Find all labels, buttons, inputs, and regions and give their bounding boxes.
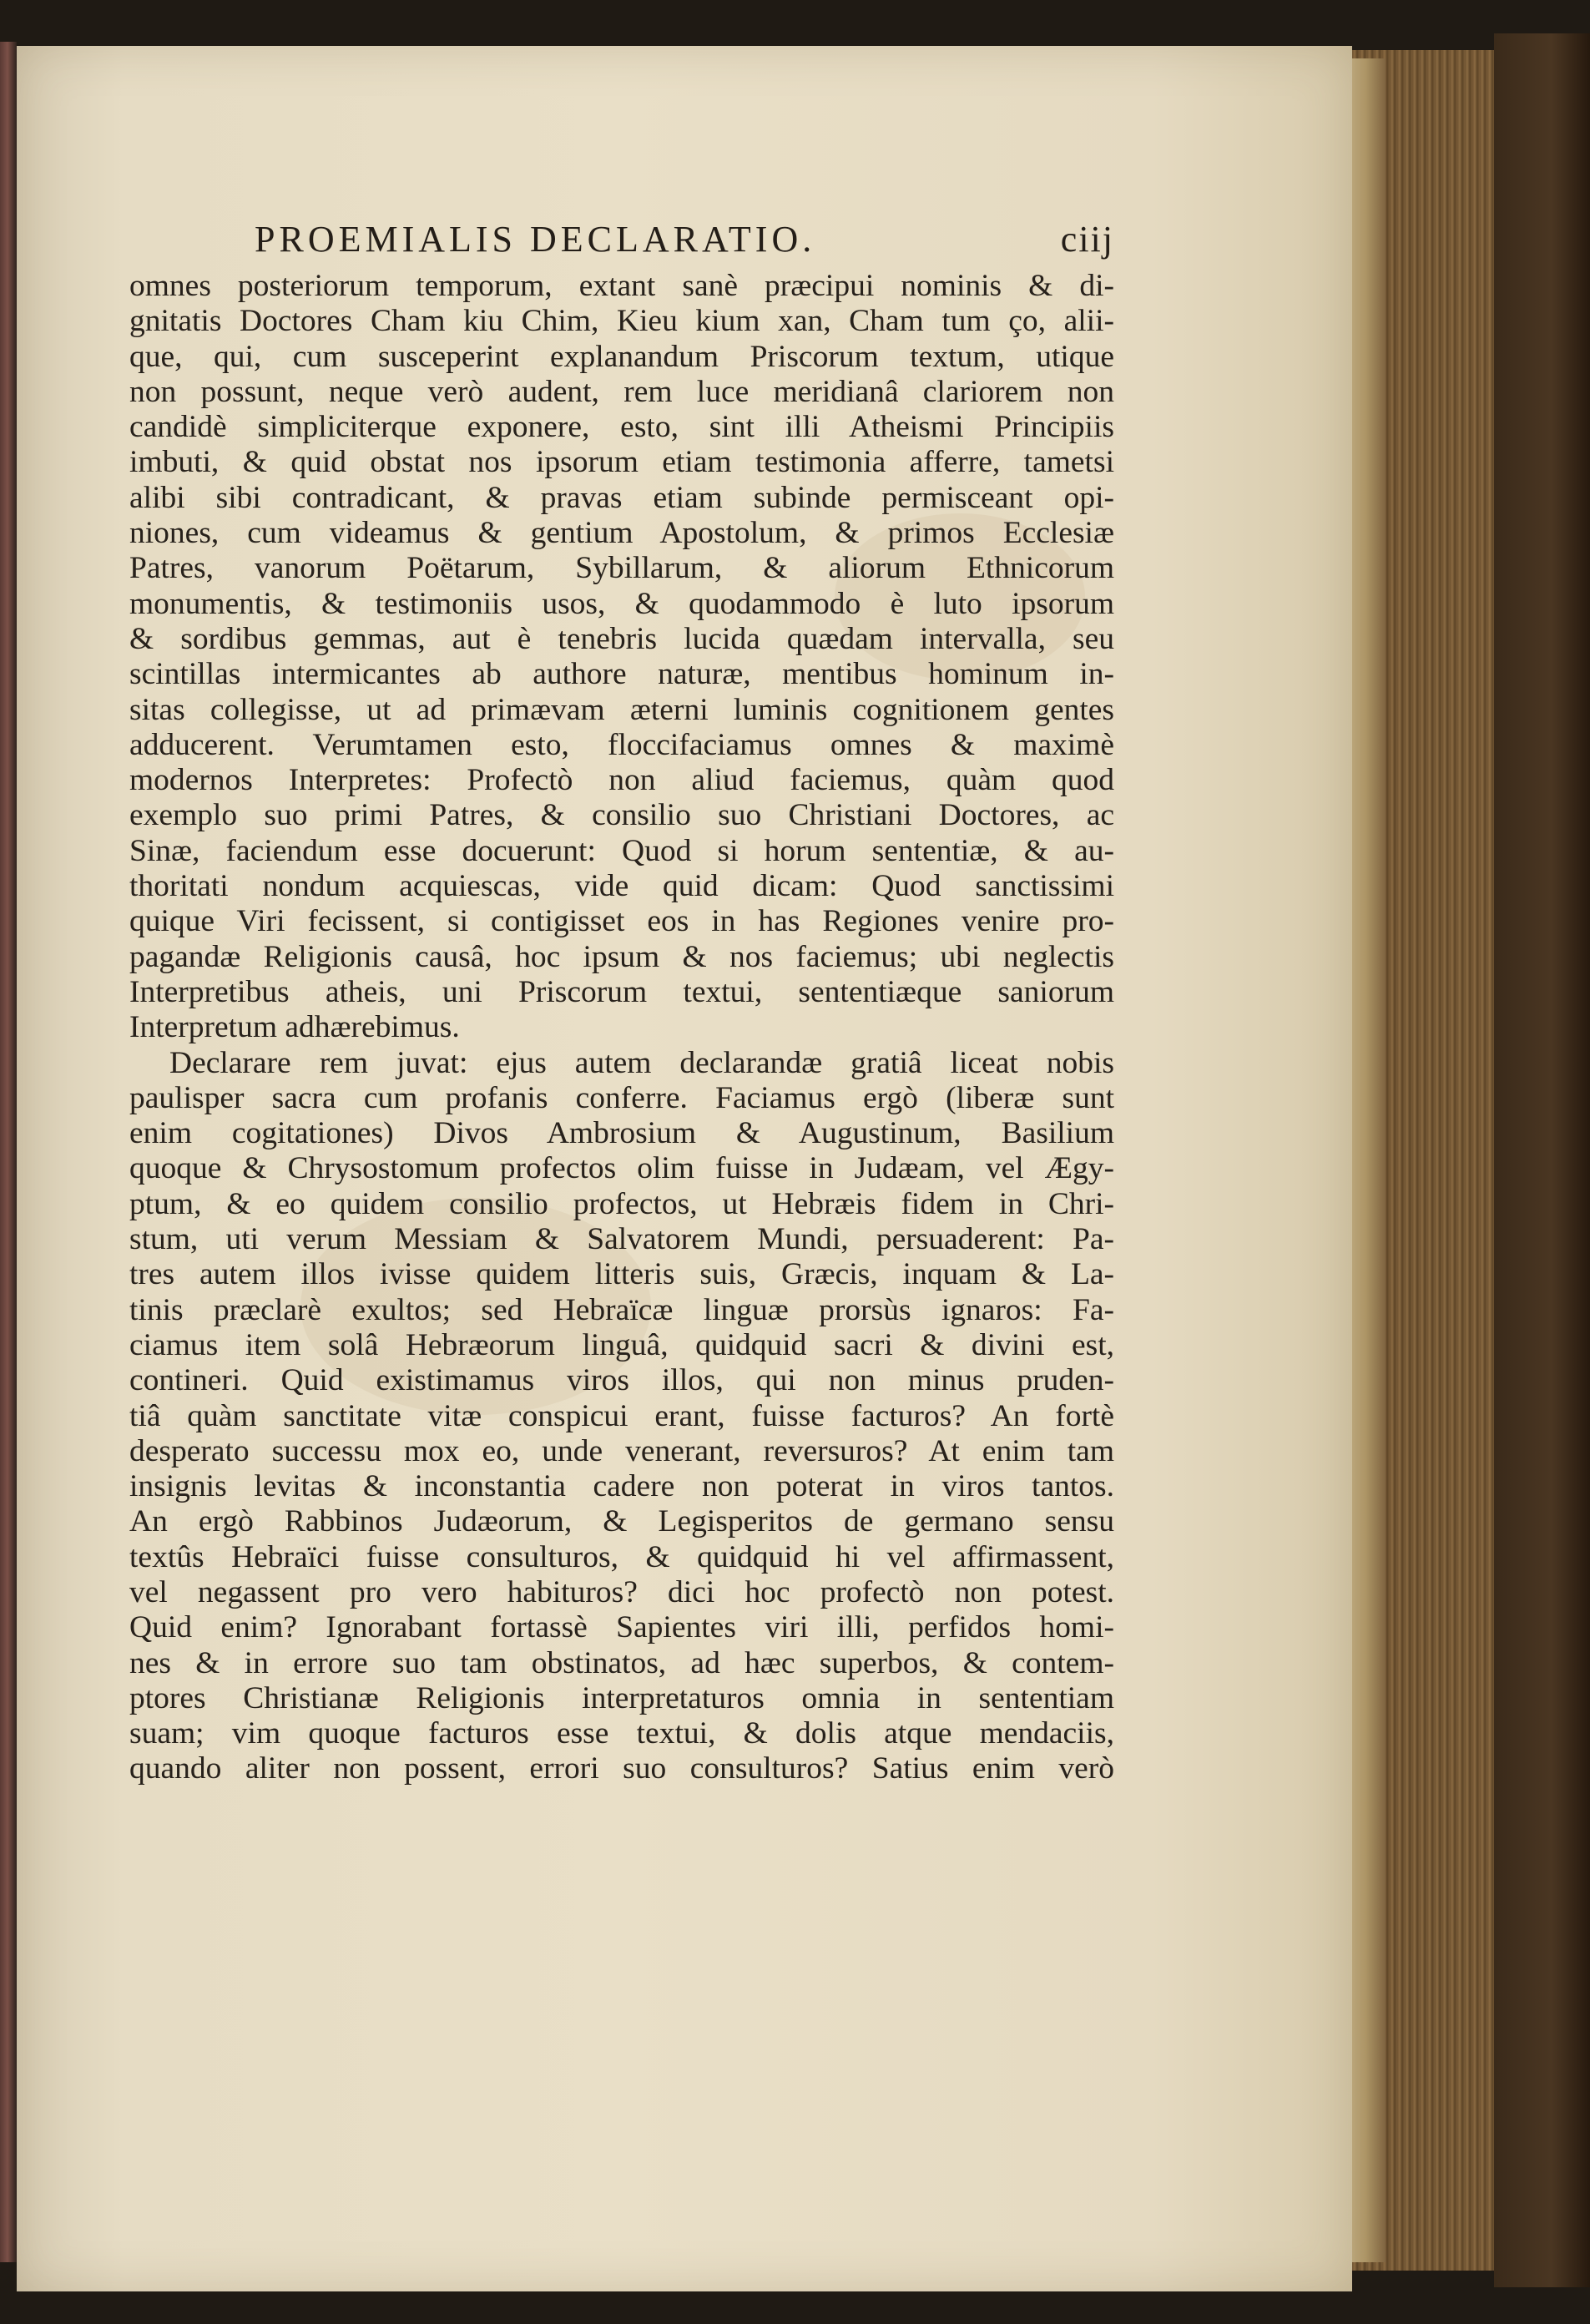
text-line: tres autem illos ivisse quidem litteris suis, Græcis, inquam & La- [129, 1257, 1114, 1292]
text-line: ptores Christianæ Religionis interpretaturos omnia in sententiam [129, 1680, 1114, 1715]
text-line: quique Viri fecissent, si contigisset eos in has Regiones venire pro- [129, 904, 1114, 939]
text-line: ptum, & eo quidem consilio profectos, ut Hebræis fidem in Chri- [129, 1186, 1114, 1221]
text-line: niones, cum videamus & gentium Apostolum, & primos Ecclesiæ [129, 516, 1114, 551]
text-line: stum, uti verum Messiam & Salvatorem Mundi, persuaderent: Pa- [129, 1222, 1114, 1257]
text-line: exemplo suo primi Patres, & consilio suo Christiani Doctores, ac [129, 798, 1114, 833]
text-line: An ergò Rabbinos Judæorum, & Legisperitos de germano sensu [129, 1504, 1114, 1539]
text-line: Interpretibus atheis, uni Priscorum textui, sententiæque saniorum [129, 974, 1114, 1009]
text-line: imbuti, & quid obstat nos ipsorum etiam testimonia afferre, tametsi [129, 445, 1114, 480]
text-line: scintillas intermicantes ab authore naturæ, mentibus hominum in- [129, 657, 1114, 692]
paragraph-1 [129, 269, 1114, 1046]
text-line: tinis præclarè exultos; sed Hebraïcæ linguæ prorsùs ignaros: Fa- [129, 1292, 1114, 1327]
text-line: insignis levitas & inconstantia cadere non poterat in viros tantos. [129, 1469, 1114, 1504]
text-line: Sinæ, faciendum esse docuerunt: Quod si horum sententiæ, & au- [129, 833, 1114, 868]
text-line: Declarare rem juvat: ejus autem declarandæ gratiâ liceat nobis [169, 1045, 1114, 1080]
text-line: textûs Hebraïci fuisse consulturos, & quidquid hi vel affirmassent, [129, 1539, 1114, 1574]
text-line: Interpretum adhærebimus. [129, 1010, 460, 1045]
folio-number: ciij [1060, 219, 1114, 260]
left-page-edge [0, 42, 17, 2262]
text-line: nes & in errore suo tam obstinatos, ad hæc superbos, & contem- [129, 1645, 1114, 1680]
paragraph-2 [129, 1046, 1114, 1787]
running-title: PROEMIALIS DECLARATIO. [255, 219, 816, 260]
book-cover-edge [1494, 33, 1590, 2287]
text-line: ciamus item solâ Hebræorum linguâ, quidquid sacri & divini est, [129, 1327, 1114, 1362]
text-line: modernos Interpretes: Profectò non aliud faciemus, quàm quod [129, 763, 1114, 798]
text-line: Patres, vanorum Poëtarum, Sybillarum, & aliorum Ethnicorum [129, 551, 1114, 586]
text-line: omnes posteriorum temporum, extant sanè præcipui nominis & di- [129, 269, 1114, 303]
text-line: pagandæ Religionis causâ, hoc ipsum & nos faciemus; ubi neglectis [129, 939, 1114, 974]
text-line: monumentis, & testimoniis usos, & quodammodo è luto ipsorum [129, 586, 1114, 621]
text-line: desperato successu mox eo, unde venerant, reversuros? At enim tam [129, 1433, 1114, 1468]
text-line: quoque & Chrysostomum profectos olim fuisse in Judæam, vel Ægy- [129, 1151, 1114, 1186]
text-line: adducerent. Verumtamen esto, floccifaciamus omnes & maximè [129, 727, 1114, 762]
text-line: vel negassent pro vero habituros? dici hoc profectò non potest. [129, 1574, 1114, 1609]
text-line: paulisper sacra cum profanis conferre. Faciamus ergò (liberæ sunt [129, 1080, 1114, 1115]
text-line: contineri. Quid existimamus viros illos, qui non minus pruden- [129, 1363, 1114, 1398]
text-line: gnitatis Doctores Cham kiu Chim, Kieu kium xan, Cham tum ço, alii- [129, 304, 1114, 339]
text-line: non possunt, neque verò audent, rem luce meridianâ clariorem non [129, 374, 1114, 409]
text-line: candidè simpliciterque exponere, esto, sint illi Atheismi Principiis [129, 410, 1114, 445]
text-line: sitas collegisse, ut ad primævam æterni luminis cognitionem gentes [129, 692, 1114, 727]
text-line: enim cogitationes) Divos Ambrosium & Augustinum, Basilium [129, 1116, 1114, 1151]
running-head [129, 217, 1114, 269]
text-line: alibi sibi contradicant, & pravas etiam subinde permisceant opi- [129, 480, 1114, 515]
text-line: Quid enim? Ignorabant fortassè Sapientes viri illi, perfidos homi- [129, 1610, 1114, 1645]
text-line: quando aliter non possent, errori suo consulturos? Satius enim verò [129, 1751, 1114, 1786]
page-text [129, 217, 1114, 1787]
text-line: que, qui, cum susceperint explanandum Priscorum textum, utique [129, 339, 1114, 374]
text-line: & sordibus gemmas, aut è tenebris lucida quædam intervalla, seu [129, 621, 1114, 656]
text-line: thoritati nondum acquiescas, vide quid dicam: Quod sanctissimi [129, 869, 1114, 904]
text-line: suam; vim quoque facturos esse textui, & dolis atque mendaciis, [129, 1716, 1114, 1751]
text-line: tiâ quàm sanctitate vitæ conspicui erant, fuisse facturos? An fortè [129, 1398, 1114, 1433]
